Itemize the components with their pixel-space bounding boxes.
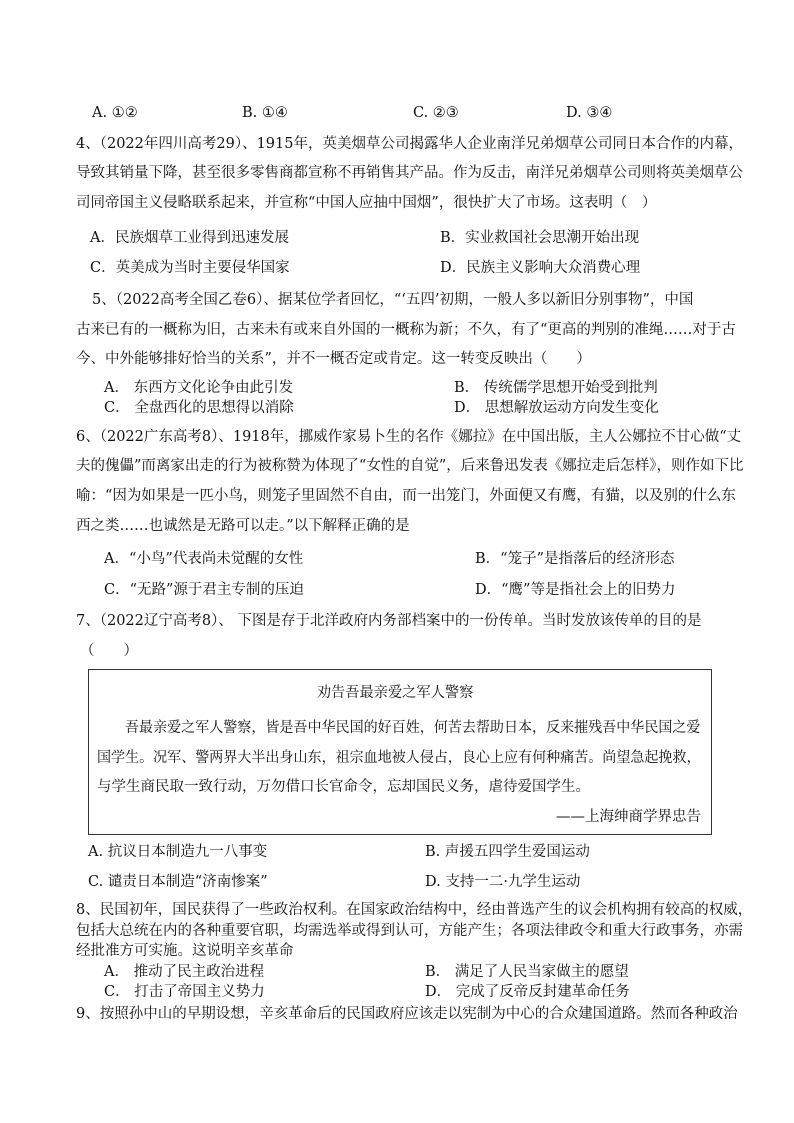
q4-option-a: A．民族烟草工业得到迅速发展 [90,230,289,246]
leaflet-box [88,669,712,835]
q7-option-c: C. 谴责日本制造“济南惨案” [88,874,268,890]
q5-option-a: A． 东西方文化论争由此引发 [104,380,294,396]
q4-option-c: C．英美成为当时主要侵华国家 [90,260,290,276]
q8-option-b: B． 满足了人民当家做主的愿望 [425,964,629,980]
q6-stem-line: 6、（2022广东高考8）、1918年，挪威作家易卜生的名作《娜拉》在中国出版，主人公娜拉不甘心做“丈 [76,429,742,445]
leaflet-line: 与学生商民取一致行动，万勿借口长官命令，忘却国民义务，虐待爱国学生。 [97,779,590,795]
q7-option-b: B. 声援五四学生爱国运动 [425,844,590,860]
q8-stem-line: 经批准方可实施。这说明辛亥革命 [76,943,294,959]
q8-stem-line: 包括大总统在内的各种重要官职，均需选举或得到认可，方能产生；各项法律政令和重大行政事务，亦需 [76,923,743,939]
q8-stem-line: 8、民国初年，国民获得了一些政治权利。在国家政治结构中，经由普选产生的议会机构拥有较高的权威， [76,902,753,918]
q7-option-d: D. 支持一二·九学生运动 [425,874,581,890]
q5-stem-line: 5、（2022高考全国乙卷6）、据某位学者回忆，“‘五四’初期，一般人多以新旧分别事物”，中国 [92,292,694,308]
q6-option-d: D．“鹰”等是指社会上的旧势力 [475,582,676,598]
q5-option-b: B． 传统儒学思想开始受到批判 [454,380,658,396]
q4-option-d: D．民族主义影响大众消费心理 [440,260,641,276]
q3-option-a: A. ①② [92,105,138,121]
leaflet-signature: ——上海绅商学界忠告 [556,809,701,825]
q6-option-b: B．“笼子”是指落后的经济形态 [475,551,675,567]
q3-option-d: D. ③④ [566,105,613,121]
q5-stem-line: 今、中外能够排好恰当的关系”，并不一概否定或肯定。这一转变反映出（ ） [76,351,591,367]
q5-option-d: D． 思想解放运动方向发生变化 [454,400,659,416]
q4-option-b: B．实业救国社会思潮开始出现 [440,230,640,246]
q7-option-a: A. 抗议日本制造九一八事变 [88,844,268,860]
q8-option-c: C． 打击了帝国主义势力 [104,984,265,1000]
leaflet-title: 劝告吾最亲爱之军人警察 [316,685,474,701]
q4-stem-line: 导致其销量下降，甚至很多零售商都宣称不再销售其产品。作为反击，南洋兄弟烟草公司则将英美烟草公 [76,165,743,181]
q4-stem-line: 4、（2022年四川高考29）、1915年，英美烟草公司揭露华人企业南洋兄弟烟草公司同日本合作的内幕， [76,136,743,152]
q6-stem-line: 西之类……也诚然是无路可以走。”以下解释正确的是 [76,518,410,534]
q9-stem-line: 9、按照孙中山的早期设想，辛亥革命后的民国政府应该走以宪制为中心的合众建国道路。然而各种政治 [76,1006,738,1022]
q6-stem-line: 喻：“因为如果是一匹小鸟，则笼子里固然不自由，而一出笼门，外面便又有鹰，有猫，以及别的什么东 [76,488,736,504]
q7-stem-line: （ ） [80,643,138,659]
q5-option-c: C． 全盘西化的思想得以消除 [104,400,294,416]
q6-option-c: C．“无路”源于君主专制的压迫 [104,582,304,598]
q4-stem-line: 司同帝国主义侵略联系起来，并宣称“中国人应抽中国烟”，很快扩大了市场。这表明（ ） [76,195,657,211]
q6-stem-line: 夫的傀儡”而离家出走的行为被称赞为体现了“女性的自觉”，后来鲁迅发表《娜拉走后怎样》，则作如下比 [76,458,744,474]
leaflet-line: 吾最亲爱之军人警察，皆是吾中华民国的好百姓，何苦去帮助日本，反来摧残吾中华民国之爱 [125,720,701,736]
q5-stem-line: 古来已有的一概称为旧，古来未有或来自外国的一概称为新；不久，有了“更高的判别的准绳……对于古 [76,322,736,338]
q8-option-a: A． 推动了民主政治进程 [104,964,265,980]
q7-stem-line: 7、（2022辽宁高考8）、 下图是存于北洋政府内务部档案中的一份传单。当时发放该传单的目的是 [76,613,702,629]
q3-option-b: B. ①④ [242,105,288,121]
q6-option-a: A．“小鸟”代表尚未觉醒的女性 [104,551,304,567]
leaflet-line: 国学生。况军、警两界大半出身山东，祖宗血地被人侵占，良心上应有何种痛苦。尚望急起挽救， [97,750,701,766]
q3-option-c: C. ②③ [413,105,459,121]
q8-option-d: D． 完成了反帝反封建革命任务 [425,984,630,1000]
